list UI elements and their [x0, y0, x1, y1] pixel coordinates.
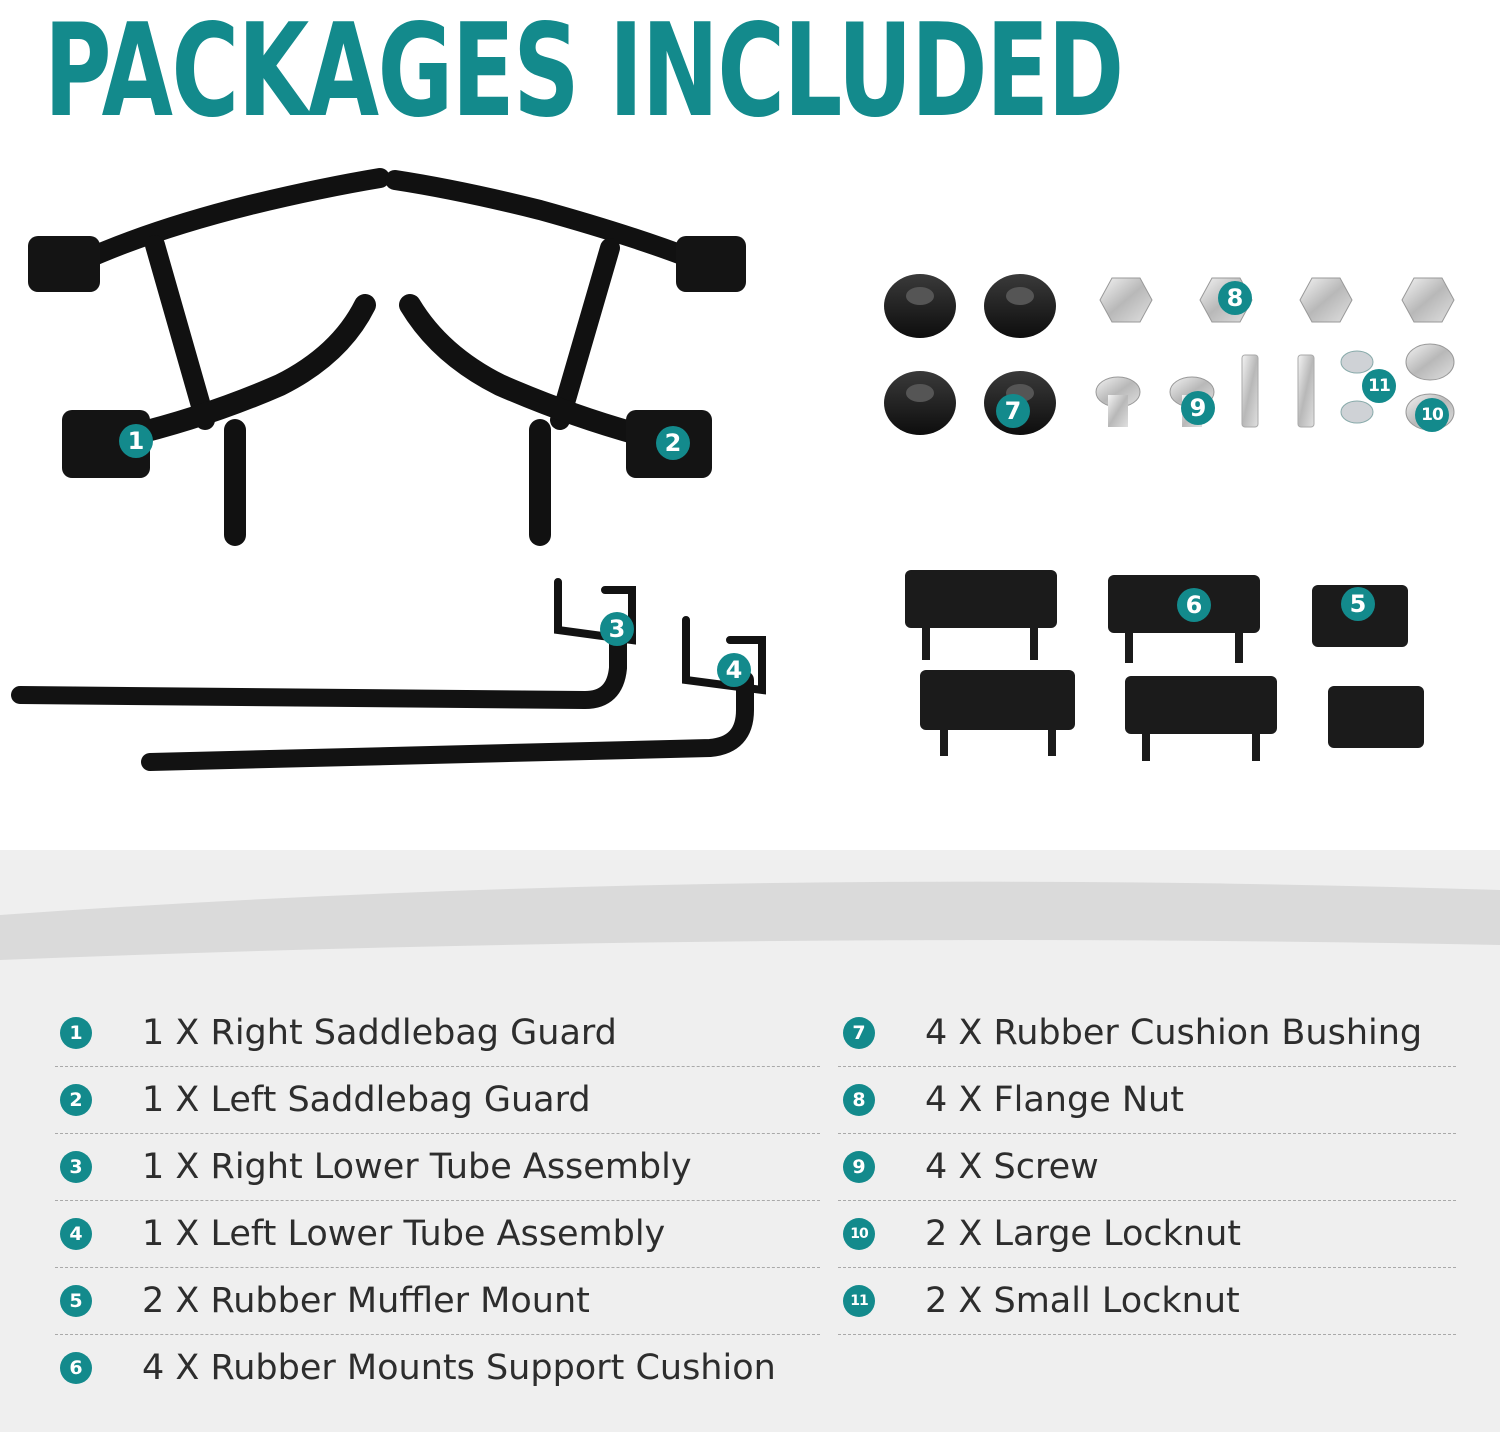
callout-9: 9 — [1181, 391, 1215, 425]
panel-divider-wave — [0, 870, 1500, 980]
list-item — [55, 1268, 820, 1335]
item-text: 4 X Screw — [925, 1147, 1099, 1187]
list-item — [838, 1134, 1456, 1201]
item-text: 4 X Rubber Mounts Support Cushion — [142, 1348, 776, 1388]
parts-list-left — [55, 1000, 820, 1401]
item-number-badge: 8 — [843, 1084, 875, 1116]
list-item — [838, 1201, 1456, 1268]
item-number-badge: 9 — [843, 1151, 875, 1183]
page-title: PACKAGES INCLUDED — [44, 0, 1123, 146]
callout-6: 6 — [1177, 588, 1211, 622]
list-item — [55, 1201, 820, 1268]
item-number-badge: 6 — [60, 1352, 92, 1384]
product-photo — [0, 150, 1500, 850]
callout-10: 10 — [1415, 398, 1449, 432]
left-saddlebag-guard-image — [395, 180, 746, 535]
rubber-bushings-image — [884, 274, 1056, 435]
item-text: 4 X Rubber Cushion Bushing — [925, 1013, 1423, 1053]
item-text: 1 X Left Saddlebag Guard — [142, 1080, 591, 1120]
item-text: 1 X Left Lower Tube Assembly — [142, 1214, 666, 1254]
item-number-badge: 4 — [60, 1218, 92, 1250]
parts-list-right — [838, 1000, 1456, 1335]
list-item — [838, 1067, 1456, 1134]
list-item — [55, 1000, 820, 1067]
item-number-badge: 10 — [843, 1218, 875, 1250]
item-text: 1 X Right Lower Tube Assembly — [142, 1147, 692, 1187]
list-item — [55, 1335, 820, 1401]
item-number-badge: 3 — [60, 1151, 92, 1183]
callout-7: 7 — [996, 394, 1030, 428]
item-number-badge: 5 — [60, 1285, 92, 1317]
item-number-badge: 11 — [843, 1285, 875, 1317]
callout-5: 5 — [1341, 587, 1375, 621]
item-text: 4 X Flange Nut — [925, 1080, 1184, 1120]
item-text: 1 X Right Saddlebag Guard — [142, 1013, 617, 1053]
callout-11: 11 — [1362, 369, 1396, 403]
callout-2: 2 — [656, 426, 690, 460]
item-number-badge: 7 — [843, 1017, 875, 1049]
item-number-badge: 2 — [60, 1084, 92, 1116]
callout-3: 3 — [600, 612, 634, 646]
callout-4: 4 — [717, 653, 751, 687]
item-text: 2 X Small Locknut — [925, 1281, 1240, 1321]
right-saddlebag-guard-image — [28, 178, 380, 535]
list-item — [838, 1268, 1456, 1335]
list-item — [838, 1000, 1456, 1067]
item-text: 2 X Large Locknut — [925, 1214, 1241, 1254]
item-text: 2 X Rubber Muffler Mount — [142, 1281, 590, 1321]
list-item — [55, 1134, 820, 1201]
callout-8: 8 — [1218, 281, 1252, 315]
lower-tube-assemblies-image — [20, 582, 762, 762]
list-item — [55, 1067, 820, 1134]
callout-1: 1 — [119, 424, 153, 458]
hardware-image — [1096, 278, 1454, 430]
item-number-badge: 1 — [60, 1017, 92, 1049]
